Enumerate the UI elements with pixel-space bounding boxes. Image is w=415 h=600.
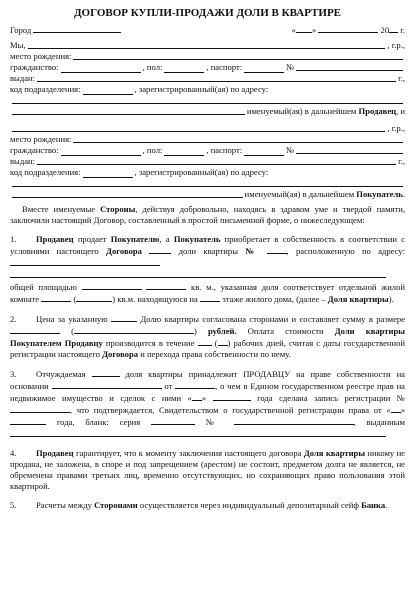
buyer-code-label: код подразделения:	[10, 167, 81, 177]
seller-code-blank	[83, 86, 133, 95]
buyer-birthplace-label: место рождения:	[10, 134, 72, 144]
section-1-number: 1.	[10, 234, 17, 244]
alienated-share-blank	[92, 368, 120, 377]
section-4-text: никому не продана, не заложена, в споре и под запрещением (арестом) не состоит, предметом долга не является, не обременена правами третьих лиц, временно отсутствующих, но сохраняющих право пользования этой квартирой.	[10, 448, 405, 491]
preamble-parties: Стороны	[100, 204, 136, 214]
section-1-text: , а	[159, 234, 174, 244]
room-area-words-blank	[76, 293, 112, 302]
issued-by-blank	[10, 428, 386, 437]
days-blank	[198, 337, 212, 346]
cert-day-blank	[391, 404, 401, 413]
buyer-issued-blank	[37, 164, 396, 165]
section-3-text: серия	[119, 417, 141, 427]
year-prefix: 20	[380, 25, 390, 35]
price-words-blank	[74, 325, 194, 334]
buyer-citizenship-blank	[61, 147, 141, 156]
seller-code-label: код подразделения:	[10, 84, 81, 94]
section-2-text: Оплата стоимости	[247, 326, 335, 336]
seller-block	[10, 40, 405, 117]
buyer-address-blank-2	[12, 197, 243, 198]
section-1-text: кв.м. находящуюся на	[117, 294, 198, 304]
section-1-contract: Договора	[106, 246, 142, 256]
buyer-code-blank	[83, 169, 133, 178]
buyer-issued-suffix: г.,	[398, 156, 405, 166]
seller-address-blank	[12, 103, 403, 104]
section-2-text: производится в течение	[102, 338, 195, 348]
buyer-address-blank	[12, 186, 403, 187]
buyer-code-line	[10, 167, 405, 178]
document-title: ДОГОВОР КУПЛИ-ПРОДАЖИ ДОЛИ В КВАРТИРЕ	[73, 7, 341, 19]
buyer-issued-line	[10, 156, 405, 167]
seller-passport-no: №	[286, 62, 295, 72]
reg-number-blank	[10, 404, 70, 413]
seller-referred-line	[10, 106, 405, 117]
address-blank	[10, 257, 160, 266]
preamble-text-2: , действуя добровольно, находясь в здравом уме и твердой памяти, заключили настоящий Договор, составленный в простой письменной форме, о нижеследующем:	[10, 204, 405, 225]
section-3-text: , что подтверждается, Свидетельством о государственной регистрации права от «	[70, 405, 391, 415]
buyer-birthplace-blank	[73, 142, 403, 143]
buyer-year-suffix: , г.р.,	[387, 123, 405, 133]
section-1-seller: Продавец	[36, 234, 74, 244]
room-area-blank	[41, 293, 71, 302]
buyer-citizenship-label: гражданство:	[10, 145, 59, 155]
seller-code-line	[10, 84, 405, 95]
section-5-number: 5.	[10, 500, 17, 510]
section-3-text: Отчуждаемая	[36, 369, 86, 379]
seller-passport-series-blank	[244, 64, 284, 73]
area-words-blank	[146, 281, 186, 290]
seller-name-line	[10, 40, 405, 51]
buyer-birthplace-line	[10, 134, 405, 145]
seller-issued-label: выдан:	[10, 73, 36, 83]
section-3-text: »	[201, 393, 207, 403]
month-blank	[318, 24, 378, 33]
section-2-text: и перехода права собственности по нему.	[138, 349, 291, 359]
days-words-blank	[218, 337, 228, 346]
we-label: Мы,	[10, 40, 26, 50]
seller-registered-label: , зарегистрированный(ая) по адресу:	[134, 84, 269, 94]
buyer-passport-label: , паспорт:	[206, 145, 243, 155]
seller-address-blank-2	[12, 114, 245, 115]
apartment-no-sign: №	[245, 246, 260, 256]
section-3	[10, 368, 405, 440]
section-2-number: 2.	[10, 314, 17, 324]
section-1-text: доли квартиры	[171, 246, 246, 256]
section-1-text: продает	[73, 234, 111, 244]
section-1-buyer: Покупатель	[173, 234, 221, 244]
apartment-number-blank	[267, 245, 287, 254]
section-2-text: Цена за указанную	[36, 314, 108, 324]
buyer-issued-label: выдан:	[10, 156, 36, 166]
buyer-address-line	[10, 178, 405, 189]
cert-number-blank	[234, 416, 354, 425]
section-1-text: приобретает в собственность в соответствии с условиями настоящего	[10, 234, 405, 256]
date-open-quote: «	[291, 25, 296, 35]
city-date-line	[10, 22, 405, 36]
buyer-passport-no: №	[286, 145, 295, 155]
section-1-text: соответствует отдельной жилой комнате	[10, 282, 405, 304]
buyer-passport-number-blank	[296, 153, 403, 154]
reg-month-blank	[213, 392, 251, 401]
section-3-number: 3.	[10, 369, 17, 379]
section-2-contract: Договора	[102, 349, 139, 359]
seller-name-blank	[28, 48, 386, 49]
section-3-text: от	[164, 381, 173, 391]
buyer-referred-line	[10, 189, 405, 200]
section-5	[10, 500, 405, 511]
buyer-name-line	[10, 123, 405, 134]
section-1-text: , расположенную по адресу:	[286, 246, 405, 256]
section-3-text: года сделана запись регистрации №	[257, 393, 406, 403]
seller-issued-line	[10, 73, 405, 84]
section-3-text: бланк:	[85, 417, 109, 427]
section-1-text: общей площадью	[10, 282, 77, 292]
buyer-block	[10, 123, 405, 200]
section-1-text: ).	[388, 294, 394, 304]
city-field	[10, 24, 121, 36]
seller-address-line	[10, 95, 405, 106]
seller-birthplace-label: место рождения:	[10, 51, 72, 61]
buyer-passport-series-blank	[244, 147, 284, 156]
section-4	[10, 448, 405, 492]
buyer-gender-label: , пол:	[142, 145, 163, 155]
section-2-text: Долю квартиры согласована сторонами и составляет сумму в размере	[140, 314, 406, 324]
buyer-role: Покупатель	[356, 189, 403, 199]
section-2-payment-bold: Доли квартиры Покупателем Продавцу	[10, 326, 405, 348]
section-3-text: »	[400, 405, 405, 415]
date-close-quote: »	[311, 25, 317, 35]
seller-referred-label: именуемый(ая) в дальнейшем	[246, 106, 357, 116]
section-5-parties: Сторонами	[94, 500, 138, 510]
section-3-text: года,	[56, 417, 75, 427]
seller-gender-blank	[164, 64, 204, 73]
section-5-text: Расчеты между	[36, 500, 95, 510]
cert-month-blank	[10, 416, 46, 425]
seller-issued-suffix: г.,	[398, 73, 405, 83]
seller-passport-number-blank	[296, 70, 403, 71]
buyer-citizenship-line	[10, 145, 405, 156]
section-1-text: этаже жилого дома, (далее –	[222, 294, 328, 304]
floor-blank	[200, 293, 220, 302]
seller-year-suffix: , г.р.,	[387, 40, 405, 50]
section-5-bank: Банка	[361, 500, 386, 510]
section-2: 2. Цена за указанную Долю квартиры согласована сторонами и составляет сумму в размере ( ) рублей. Оплата стоимости Доли квартиры Покупателем Продавцу производится в течение ( ) рабочих дней, считая с даты государственной регистрации настоящего Договора и перехода права собственности по нему.	[10, 314, 406, 359]
section-1-buyer-dat: Покупателю	[110, 234, 160, 244]
section-4-number: 4.	[10, 448, 17, 458]
price-blank	[10, 325, 60, 334]
section-3-text: №	[205, 417, 223, 427]
share-fraction-blank	[149, 245, 171, 254]
buyer-referred-label: именуемый(ая) в дальнейшем	[244, 189, 355, 199]
preamble-text-1: Вместе именуемые	[22, 204, 101, 214]
date-field	[292, 24, 405, 36]
section-1: 1. Продавец продает Покупателю, а Покупатель приобретает в собственность в соответствии с условиями настоящего Договора доли квартиры № , расположенную по адресу: общей площадью кв. м., указанная доля соответствует отдельной жилой комнате ( ) кв.м. находящуюся на этаже жилого дома, (далее – Доля квартиры).	[10, 234, 405, 304]
section-1-share: Доля квартиры	[327, 294, 389, 304]
reg-day-blank	[192, 392, 202, 401]
seller-gender-label: , пол:	[142, 62, 163, 72]
seller-referred-post: , и	[396, 106, 405, 116]
buyer-gender-blank	[164, 147, 204, 156]
seller-citizenship-blank	[61, 64, 141, 73]
share-blank	[111, 313, 137, 322]
section-3-text: , выданным	[353, 417, 405, 427]
day-blank	[296, 24, 312, 33]
year-blank	[389, 24, 398, 33]
preamble	[10, 204, 405, 226]
seller-birthplace-line	[10, 51, 405, 62]
seller-passport-label: , паспорт:	[206, 62, 243, 72]
section-5-text: осуществляется через индивидуальный депозитарный сейф	[137, 500, 362, 510]
section-2-text: рабочих дней, считая с даты государственной регистрации настоящего	[10, 338, 405, 359]
cert-series-blank	[151, 416, 195, 425]
seller-issued-blank	[37, 81, 396, 82]
section-3-text: , о чем в Едином государственном реестре прав на недвижимое имущество и сделок с ними «	[10, 381, 405, 403]
seller-role: Продавец	[358, 106, 397, 116]
buyer-registered-label: , зарегистрированный(ая) по адресу:	[134, 167, 269, 177]
area-blank	[82, 281, 142, 290]
section-4-seller: Продавец	[36, 448, 74, 458]
section-1-text: кв. м., указанная доля	[191, 282, 279, 292]
section-3-text: доля квартиры принадлежит ПРОДАВЦУ на праве собственности на основании	[10, 369, 405, 391]
year-suffix: г.	[400, 25, 405, 35]
buyer-name-blank	[12, 131, 385, 132]
address-blank-2	[10, 269, 386, 278]
buyer-referred-post: .	[402, 189, 405, 199]
seller-citizenship-label: гражданство:	[10, 62, 59, 72]
section-4-share: Доля квартиры	[303, 448, 366, 458]
section-5-text: .	[385, 500, 388, 510]
basis-date-blank	[175, 380, 215, 389]
rubles-label: рублей.	[207, 326, 237, 336]
city-label: Город	[10, 25, 32, 35]
section-4-text: гарантирует, что к моменту заключения настоящего договора	[73, 448, 304, 458]
basis-blank	[52, 380, 162, 389]
seller-citizenship-line	[10, 62, 405, 73]
city-blank	[33, 24, 121, 33]
seller-birthplace-blank	[73, 59, 403, 60]
